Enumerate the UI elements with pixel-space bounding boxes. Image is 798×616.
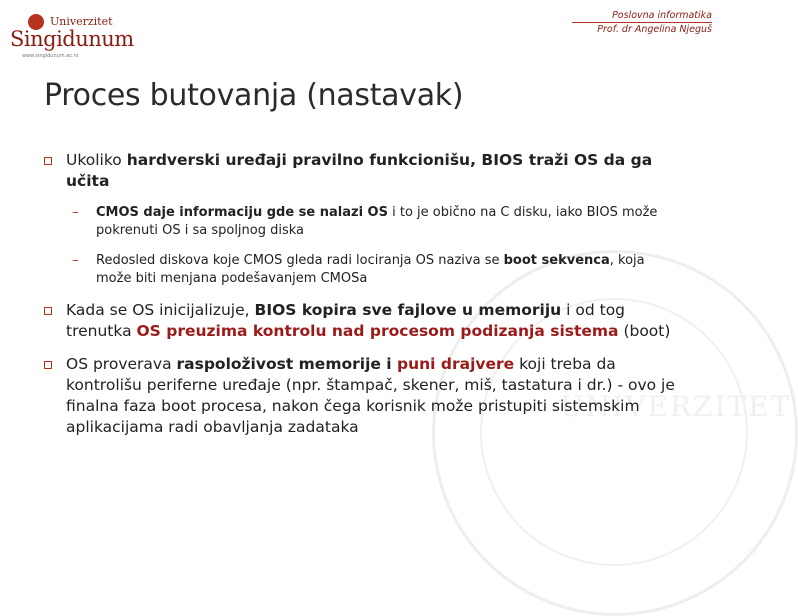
text-bold: raspoloživost memorije i <box>176 355 398 373</box>
slide-title: Proces butovanja (nastavak) <box>44 78 464 113</box>
text-highlight: puni drajvere <box>397 355 515 373</box>
dash-bullet-icon: – <box>72 253 79 268</box>
logo-top-text: Univerzitet <box>50 15 113 28</box>
bullet-1 <box>44 150 684 192</box>
square-bullet-icon <box>44 361 52 369</box>
logo-url: www.singidunum.ac.rs <box>22 53 79 59</box>
logo-name: Singidunum <box>10 27 134 51</box>
bullet-2 <box>44 300 684 342</box>
slide-header <box>572 10 712 35</box>
sub-bullet-2 <box>44 252 684 288</box>
text: Redosled diskova koje CMOS gleda radi lociranja OS naziva se <box>96 253 504 268</box>
watermark-text: UNIVERZITET <box>560 390 792 423</box>
text: OS proverava <box>66 355 177 373</box>
text-bold: BIOS kopira sve fajlove u memoriju <box>254 301 562 319</box>
text-bold: CMOS daje informaciju gde se nalazi OS <box>96 205 388 220</box>
text-bold: hardverski uređaji pravilno funkcionišu, BIOS traži OS da ga učita <box>66 151 653 190</box>
text: , koja može biti menjana podešavanjem CMOSa <box>96 253 645 286</box>
text-bold: boot sekvenca <box>503 253 610 268</box>
course-name: Poslovna informatika <box>612 10 712 21</box>
header-divider <box>572 22 712 23</box>
square-bullet-icon <box>44 307 52 315</box>
text: (boot) <box>618 322 671 340</box>
author-name: Prof. dr Angelina Njeguš <box>597 24 712 35</box>
text: Ukoliko <box>66 151 127 169</box>
text: Kada se OS inicijalizuje, <box>66 301 255 319</box>
text: i to je obično na C disku, iako BIOS može pokrenuti OS i sa spoljnog diska <box>96 205 658 238</box>
text: i od tog trenutka <box>66 301 626 340</box>
slide-content <box>44 150 684 450</box>
university-logo <box>10 14 134 59</box>
text-highlight: OS preuzima kontrolu nad procesom podizanja sistema <box>136 322 619 340</box>
bullet-3 <box>44 354 684 438</box>
square-bullet-icon <box>44 157 52 165</box>
dash-bullet-icon: – <box>72 205 79 220</box>
text: koji treba da kontrolišu periferne uređaje (npr. štampač, skener, miš, tastatura i dr.) - ovo je finalna faza boot procesa, nakon čega korisnik može pristupiti sistemskim aplikacijama radi obavljanja zadataka <box>66 355 675 436</box>
sub-bullet-1 <box>44 204 684 240</box>
